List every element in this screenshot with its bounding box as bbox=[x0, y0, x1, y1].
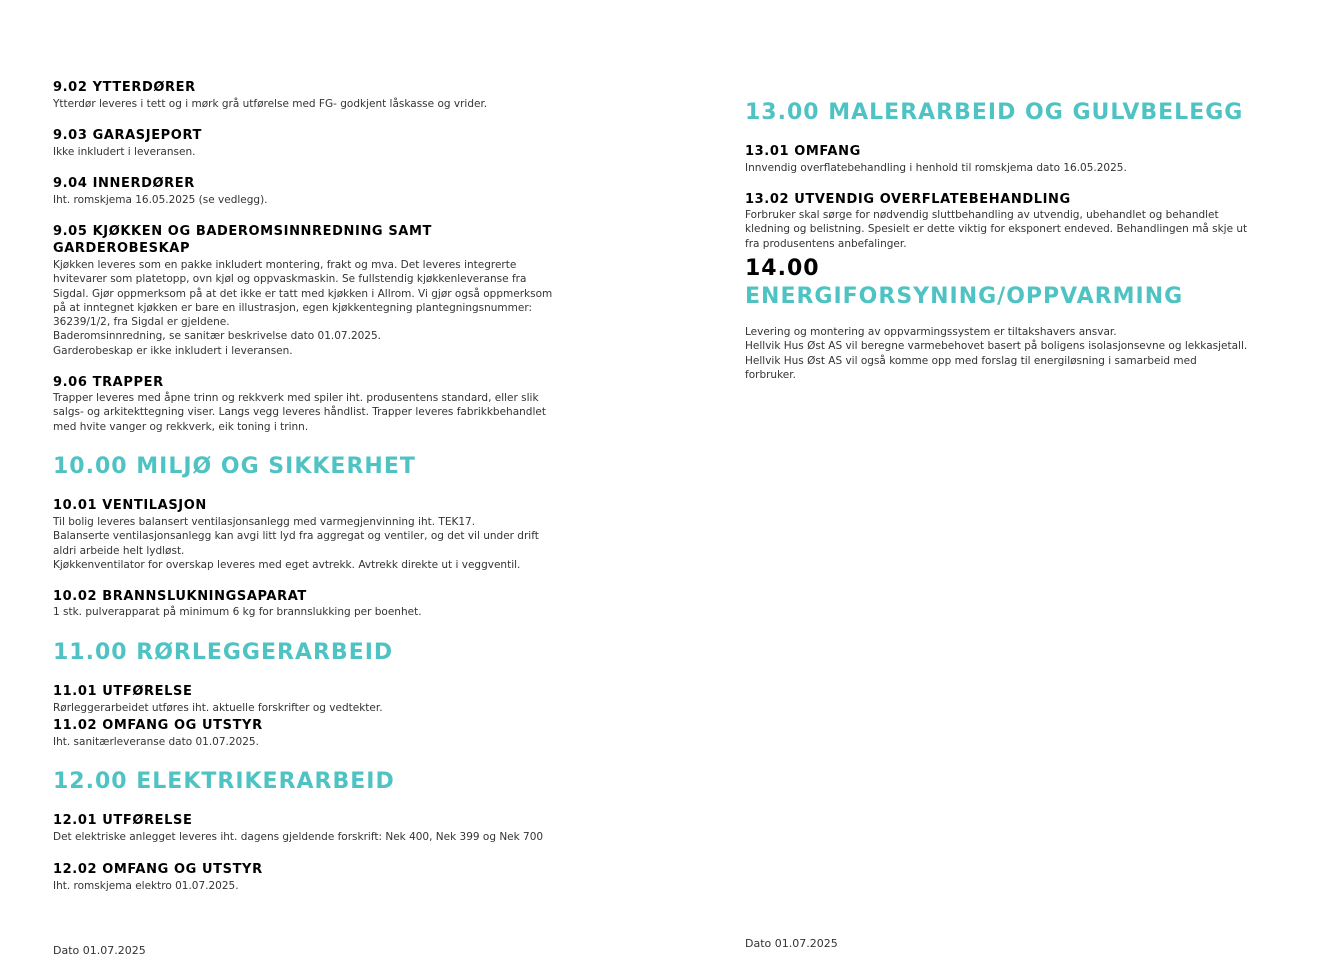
text-line: hvitevarer som platetopp, ovn kjøl og oppvaskmaskin. Se fullstendig kjøkkenleveranse fra bbox=[53, 273, 527, 286]
text-10-02: 1 stk. pulverapparat på minimum 6 kg for brannslukking per boenhet. bbox=[53, 606, 422, 618]
footer-date-left: Dato 01.07.2025 bbox=[53, 944, 146, 957]
text-14 bbox=[745, 325, 1275, 382]
heading-12-01: 12.01 UTFØRELSE bbox=[53, 813, 193, 828]
heading-12-02: 12.02 OMFANG OG UTSTYR bbox=[53, 862, 263, 877]
text-line: Kjøkkenventilator for overskap leveres med eget avtrekk. Avtrekk direkte ut i veggventil. bbox=[53, 558, 521, 571]
text-line: kledning og belistning. Spesielt er dette viktig for eksponert endeved. Behandlingen må skje ut bbox=[745, 223, 1248, 236]
section-title-12: 12.00 ELEKTRIKERARBEID bbox=[53, 769, 395, 794]
text-line: Hellvik Hus Øst AS vil også komme opp med forslag til energiløsning i samarbeid med bbox=[745, 354, 1197, 367]
text-line: Baderomsinnredning, se sanitær beskrivelse dato 01.07.2025. bbox=[53, 330, 382, 343]
section-number-14: 14.00 bbox=[745, 256, 820, 281]
text-9-06 bbox=[53, 391, 598, 434]
text-line: fra produsentens anbefalinger. bbox=[745, 237, 907, 250]
text-10-01 bbox=[53, 515, 598, 572]
section-title-11: 11.00 RØRLEGGERARBEID bbox=[53, 640, 394, 665]
text-line: 36239/1/2, fra Sigdal er gjeldene. bbox=[53, 316, 230, 329]
text-line: forbruker. bbox=[745, 368, 796, 381]
footer-date-right: Dato 01.07.2025 bbox=[745, 937, 838, 950]
text-line: Sigdal. Gjør oppmerksom på at det ikke er tatt med kjøkken i Allrom. Vi gjør også oppmerksom bbox=[53, 287, 553, 300]
text-line: Hellvik Hus Øst AS vil beregne varmebehovet basert på boligens isolasjonsevne og lekkasjetall. bbox=[745, 340, 1248, 353]
text-9-04: Iht. romskjema 16.05.2025 (se vedlegg). bbox=[53, 194, 268, 206]
heading-9-05-line1: 9.05 KJØKKEN OG BADEROMSINNREDNING SAMT bbox=[53, 224, 432, 239]
text-13-02 bbox=[745, 208, 1275, 251]
heading-10-02: 10.02 BRANNSLUKNINGSAPARAT bbox=[53, 589, 307, 604]
text-12-01: Det elektriske anlegget leveres iht. dagens gjeldende forskrift: Nek 400, Nek 399 og Nek 700 bbox=[53, 831, 544, 843]
heading-9-04: 9.04 INNERDØRER bbox=[53, 176, 195, 191]
text-11-01: Rørleggerarbeidet utføres iht. aktuelle forskrifter og vedtekter. bbox=[53, 702, 383, 714]
text-line: Forbruker skal sørge for nødvendig sluttbehandling av utvendig, ubehandlet og behandlet bbox=[745, 209, 1219, 221]
text-9-02: Ytterdør leveres i tett og i mørk grå utførelse med FG- godkjent låskasse og vrider. bbox=[53, 98, 488, 110]
heading-11-02: 11.02 OMFANG OG UTSTYR bbox=[53, 718, 263, 733]
text-line: aldri arbeide helt lydløst. bbox=[53, 544, 185, 557]
heading-13-02: 13.02 UTVENDIG OVERFLATEBEHANDLING bbox=[745, 192, 1071, 207]
heading-13-01: 13.01 OMFANG bbox=[745, 144, 861, 159]
text-line: Kjøkken leveres som en pakke inkludert montering, frakt og mva. Det leveres integrerte bbox=[53, 259, 517, 271]
section-title-10: 10.00 MILJØ OG SIKKERHET bbox=[53, 454, 416, 479]
heading-9-06: 9.06 TRAPPER bbox=[53, 375, 164, 390]
text-11-02: Iht. sanitærleveranse dato 01.07.2025. bbox=[53, 736, 259, 748]
heading-9-03: 9.03 GARASJEPORT bbox=[53, 128, 202, 143]
text-12-02: Iht. romskjema elektro 01.07.2025. bbox=[53, 880, 239, 892]
text-line: med hvite vanger og rekkverk, eik toning i trinn. bbox=[53, 420, 309, 433]
text-9-03: Ikke inkludert i leveransen. bbox=[53, 146, 196, 158]
section-title-14: ENERGIFORSYNING/OPPVARMING bbox=[745, 284, 1184, 309]
heading-11-01: 11.01 UTFØRELSE bbox=[53, 684, 193, 699]
heading-10-01: 10.01 VENTILASJON bbox=[53, 498, 207, 513]
text-line: på at inntegnet kjøkken er bare en illustrasjon, egen kjøkkentegning plantegningsnummer: bbox=[53, 301, 533, 314]
heading-9-05-line2: GARDEROBESKAP bbox=[53, 241, 191, 256]
text-line: Levering og montering av oppvarmingssystem er tiltakshavers ansvar. bbox=[745, 326, 1117, 338]
text-13-01: Innvendig overflatebehandling i henhold til romskjema dato 16.05.2025. bbox=[745, 162, 1127, 174]
text-line: Balanserte ventilasjonsanlegg kan avgi litt lyd fra aggregat og ventiler, og det vil under drift bbox=[53, 530, 539, 543]
text-line: salgs- og arkitekttegning viser. Langs vegg leveres håndlist. Trapper leveres fabrikkbehandlet bbox=[53, 406, 546, 419]
text-line: Til bolig leveres balansert ventilasjonsanlegg med varmegjenvinning iht. TEK17. bbox=[53, 516, 476, 528]
text-line: Garderobeskap er ikke inkludert i leveransen. bbox=[53, 344, 293, 357]
text-line: Trapper leveres med åpne trinn og rekkverk med spiler iht. produsentens standard, eller slik bbox=[53, 392, 539, 404]
text-9-05 bbox=[53, 258, 598, 358]
section-title-13: 13.00 MALERARBEID OG GULVBELEGG bbox=[745, 100, 1244, 125]
heading-9-02: 9.02 YTTERDØRER bbox=[53, 80, 196, 95]
